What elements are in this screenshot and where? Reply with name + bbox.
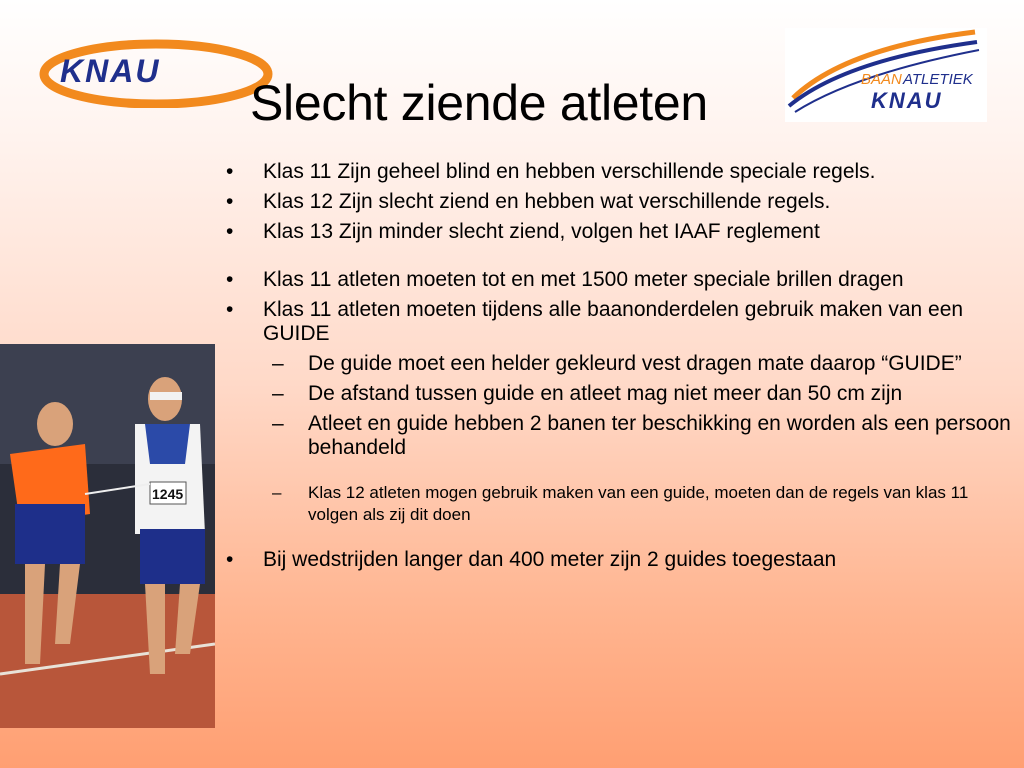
baanatletiek-knau-text: KNAU <box>871 88 943 113</box>
bullet-icon: • <box>226 548 234 571</box>
list-item-text: Klas 12 Zijn slecht ziend en hebben wat verschillende regels. <box>263 190 831 213</box>
bullet-icon: • <box>226 220 234 243</box>
dash-icon: – <box>272 382 284 405</box>
bullet-icon: • <box>226 298 234 321</box>
athletes-photo <box>0 344 215 728</box>
dash-icon: – <box>272 352 284 375</box>
bullet-list <box>222 160 1022 572</box>
sub-list-item-text: De afstand tussen guide en atleet mag niet meer dan 50 cm zijn <box>308 382 903 405</box>
bib-number: 1245 <box>152 486 184 502</box>
knau-logo <box>36 36 286 108</box>
slide-title: Slecht ziende atleten <box>250 75 708 131</box>
bullet-icon: • <box>226 268 234 291</box>
baanatletiek-knau-logo <box>785 28 987 122</box>
list-item <box>222 190 1022 214</box>
bullet-icon: • <box>226 190 234 213</box>
sub-list-item-text: De guide moet een helder gekleurd vest dragen mate daarop “GUIDE” <box>308 352 962 375</box>
sub-list-item <box>222 382 1022 406</box>
dash-icon: – <box>272 412 284 435</box>
sub-list-item-text: Atleet en guide hebben 2 banen ter beschikking en worden als een persoon behandeld <box>308 412 1011 459</box>
baanatletiek-suffix: ATLETIEK <box>903 71 973 88</box>
list-item <box>222 160 1022 184</box>
sub-list-item <box>222 482 1022 526</box>
knau-logo-text: KNAU <box>60 53 161 89</box>
sub-list-item <box>222 352 1022 376</box>
list-item <box>222 548 1022 572</box>
slide-content <box>222 160 1022 578</box>
sub-list-item <box>222 412 1022 460</box>
list-item-text: Klas 13 Zijn minder slecht ziend, volgen het IAAF reglement <box>263 220 820 243</box>
list-item-text: Bij wedstrijden langer dan 400 meter zijn 2 guides toegestaan <box>263 548 837 571</box>
baanatletiek-prefix: BAAN <box>861 71 902 88</box>
list-item-text: Klas 11 atleten moeten tijdens alle baanonderdelen gebruik maken van een GUIDE <box>263 298 964 345</box>
list-item <box>222 220 1022 244</box>
dash-icon: – <box>272 483 282 502</box>
list-item <box>222 268 1022 292</box>
list-item-text: Klas 11 atleten moeten tot en met 1500 meter speciale brillen dragen <box>263 268 904 291</box>
list-item-text: Klas 11 Zijn geheel blind en hebben verschillende speciale regels. <box>263 160 876 183</box>
list-item <box>222 298 1022 346</box>
sub-list-item-text: Klas 12 atleten mogen gebruik maken van een guide, moeten dan de regels van klas 11 volgen als zij dit doen <box>308 483 969 524</box>
bullet-icon: • <box>226 160 234 183</box>
